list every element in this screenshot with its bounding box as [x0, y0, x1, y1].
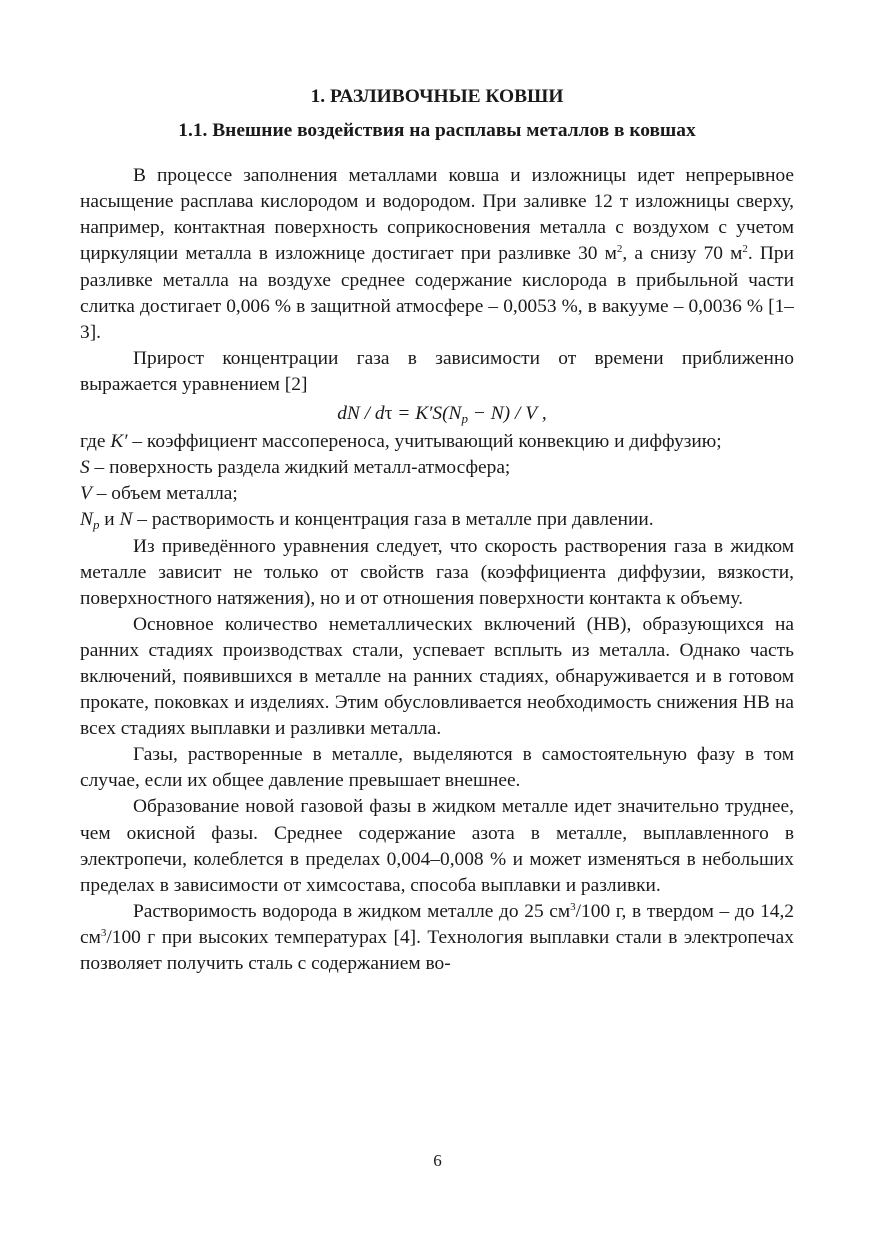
paragraph-7 — [80, 899, 794, 977]
text-run: – коэффициент массопереноса, учитывающий конвекцию и диффузию; — [127, 431, 722, 453]
section-heading: 1.1. Внешние воздействия на расплавы металлов в ковшах — [178, 120, 696, 142]
definition-s — [80, 455, 794, 481]
text-run: – поверхность раздела жидкий металл-атмосфера; — [89, 457, 511, 479]
text-run: . При разливке металла на воздухе среднее содержание кислорода в прибыльной части слитка достигает 0,006 % в защитной атмосфере – 0,0053 %, в вакууме – 0,0036 % [1–3]. — [80, 243, 794, 343]
eq-rest: − N) / V — [467, 403, 538, 425]
paragraph-2: Прирост концентрации газа в зависимости от времени приближенно выражается уравнением [2] — [80, 347, 794, 395]
text-run: /100 г, в твердом – до 14,2 см — [80, 900, 795, 948]
paragraph-6: Образование новой газовой фазы в жидком металле идет значительно труднее, чем окисной фазы. Среднее содержание азота в металле, выплавленного в электропечи, колеблется в пределах 0,004–0,008 % и может изменяться в небольших пределах в зависимости от химсостава, способа выплавки и разливки. — [80, 796, 794, 896]
paragraph-1 — [80, 163, 794, 346]
symbol: N — [80, 509, 93, 531]
text-run: В процессе заполнения металлами ковша и изложницы идет непрерывное насыщение расплава кислородом и водородом. При заливке 12 т изложницы сверху, например, контактная поверхность соприкосновения металла с воздухом с учетом циркуляции металла в изложнице достигает при разливке 30 м — [80, 165, 794, 265]
subscript: p — [92, 517, 100, 533]
text-run: Растворимость водорода в жидком металле до 25 см — [133, 900, 571, 922]
superscript: 3 — [100, 926, 107, 939]
page-number: 6 — [433, 1151, 442, 1170]
text-run: – объем металла; — [91, 483, 238, 505]
superscript: 2 — [742, 243, 748, 256]
symbol: N — [119, 509, 133, 531]
text-run: , а снизу 70 м — [622, 243, 743, 265]
paragraph-3: Из приведённого уравнения следует, что скорость растворения газа в жидком металле зависит не только от свойств газа (коэффициента диффузии, вязкости, поверхностного натяжения), но и от отношения поверхности контакта к объему. — [80, 535, 794, 609]
symbol: K′ — [110, 431, 128, 453]
definition-n — [80, 507, 794, 533]
equation — [80, 401, 794, 427]
text-run: и — [99, 509, 120, 531]
superscript: 2 — [616, 243, 623, 256]
paragraph-5: Газы, растворенные в металле, выделяются в самостоятельную фазу в том случае, если их общее давление превышает внешнее. — [80, 744, 794, 792]
superscript: 3 — [570, 900, 576, 913]
eq-rhs: = K′S(N — [392, 403, 462, 425]
text-run: /100 г при высоких температурах [4]. Технология выплавки стали в электропечах позволяет получить сталь с содержанием во- — [80, 926, 794, 974]
eq-comma: , — [537, 403, 547, 425]
definition-v — [80, 481, 794, 507]
definition-k — [80, 429, 794, 455]
paragraph-4: Основное количество неметаллических включений (НВ), образующихся на ранних стадиях производствах стали, успевает всплыть из металла. Однако часть включений, появившихся в металле на ранних стадиях, обнаруживается и в готовом прокате, поковках и изделиях. Этим обусловливается необходимость снижения НВ на всех стадиях выплавки и разливки металла. — [80, 613, 794, 740]
symbol: S — [80, 457, 90, 479]
chapter-heading: 1. РАЗЛИВОЧНЫЕ КОВШИ — [310, 86, 564, 107]
symbol: V — [80, 483, 92, 505]
text-run: где — [80, 431, 111, 453]
eq-tau: τ — [384, 403, 393, 425]
document-page — [80, 80, 794, 977]
text-run: – растворимость и концентрация газа в металле при давлении. — [132, 509, 654, 531]
eq-lhs: dN / d — [337, 403, 385, 425]
eq-subscript: p — [461, 411, 468, 427]
